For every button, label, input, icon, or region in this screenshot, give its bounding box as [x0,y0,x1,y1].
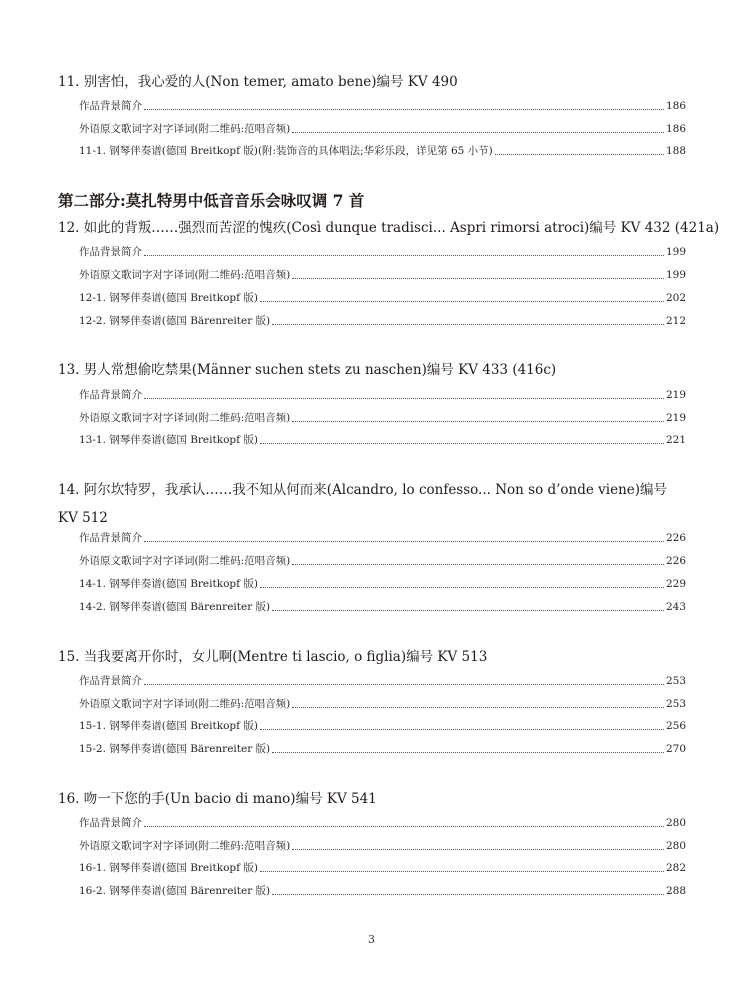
toc-entry-page: 188 [665,145,686,157]
section-11-title: 11. 别害怕，我心爱的人(Non temer, amato bene)编号 KV 490 [58,74,458,90]
toc-entry-label: 外语原文歌词字对字译词(附二维码:范唱音频) [79,698,291,710]
dot-leader [272,324,664,325]
toc-entry-label: 作品背景简介 [79,389,142,401]
toc-entry-page: 280 [665,840,686,852]
toc-entry-page: 219 [665,389,686,401]
toc-entry[interactable] [79,312,686,328]
toc-entry-label: 外语原文歌词字对字译词(附二维码:范唱音频) [79,412,291,424]
toc-entry-label: 11-1. 钢琴伴奏谱(德国 Breitkopf 版)(附:装饰音的具体唱法;华彩乐段，详见第 65 小节) [79,145,493,157]
toc-entry[interactable] [79,740,686,756]
toc-entry-page: 212 [665,315,686,327]
toc-entry[interactable] [79,717,686,733]
toc-entry-page: 253 [665,675,686,687]
toc-entry-page: 226 [665,532,686,544]
dot-leader [144,109,664,110]
toc-entry[interactable] [79,672,686,688]
toc-entry[interactable] [79,859,686,875]
dot-leader [495,154,664,155]
toc-entry[interactable] [79,142,686,158]
toc-entry-page: 270 [665,743,686,755]
dot-leader [260,871,664,872]
section-16-title: 16. 吻一下您的手(Un bacio di mano)编号 KV 541 [58,791,377,807]
toc-entry[interactable] [79,529,686,545]
toc-entry-label: 作品背景简介 [79,817,142,829]
toc-entry-page: 282 [665,862,686,874]
toc-entry-page: 243 [665,601,686,613]
toc-entry[interactable] [79,120,686,136]
toc-entry-label: 外语原文歌词字对字译词(附二维码:范唱音频) [79,123,291,135]
dot-leader [292,849,664,850]
toc-entry-page: 219 [665,412,686,424]
dot-leader [292,564,664,565]
toc-entry[interactable] [79,266,686,282]
dot-leader [260,301,664,302]
toc-entry-label: 12-1. 钢琴伴奏谱(德国 Breitkopf 版) [79,292,258,304]
dot-leader [292,421,664,422]
toc-entry-page: 253 [665,698,686,710]
toc-entry[interactable] [79,289,686,305]
toc-entry-page: 221 [665,434,686,446]
toc-entry-label: 16-2. 钢琴伴奏谱(德国 Bärenreiter 版) [79,885,271,897]
toc-entry[interactable] [79,243,686,259]
toc-entry-page: 256 [665,720,686,732]
toc-entry-page: 199 [665,269,686,281]
dot-leader [260,587,664,588]
toc-entry-label: 16-1. 钢琴伴奏谱(德国 Breitkopf 版) [79,862,258,874]
section-15-title: 15. 当我要离开你时，女儿啊(Mentre ti lascio, o figlia)编号 KV 513 [58,649,488,665]
toc-entry-label: 作品背景简介 [79,532,142,544]
toc-entry-label: 作品背景简介 [79,675,142,687]
dot-leader [272,610,664,611]
toc-entry-page: 186 [665,100,686,112]
toc-entry[interactable] [79,575,686,591]
toc-entry-label: 13-1. 钢琴伴奏谱(德国 Breitkopf 版) [79,434,258,446]
toc-entry[interactable] [79,695,686,711]
toc-entry-label: 作品背景简介 [79,246,142,258]
toc-entry-page: 288 [665,885,686,897]
dot-leader [272,894,664,895]
toc-entry-label: 15-2. 钢琴伴奏谱(德国 Bärenreiter 版) [79,743,271,755]
page-number: 3 [368,933,375,946]
dot-leader [260,443,664,444]
toc-entry-label: 14-1. 钢琴伴奏谱(德国 Breitkopf 版) [79,578,258,590]
toc-entry[interactable] [79,386,686,402]
dot-leader [292,707,664,708]
toc-entry-label: 作品背景简介 [79,100,142,112]
toc-entry-page: 186 [665,123,686,135]
dot-leader [144,255,664,256]
toc-entry-page: 280 [665,817,686,829]
dot-leader [260,729,664,730]
toc-entry[interactable] [79,409,686,425]
section-13-title: 13. 男人常想偷吃禁果(Männer suchen stets zu naschen)编号 KV 433 (416c) [58,362,557,378]
toc-entry-label: 15-1. 钢琴伴奏谱(德国 Breitkopf 版) [79,720,258,732]
toc-entry-label: 12-2. 钢琴伴奏谱(德国 Bärenreiter 版) [79,315,271,327]
toc-entry[interactable] [79,837,686,853]
toc-entry-label: 14-2. 钢琴伴奏谱(德国 Bärenreiter 版) [79,601,271,613]
dot-leader [144,684,664,685]
toc-entry-label: 外语原文歌词字对字译词(附二维码:范唱音频) [79,840,291,852]
dot-leader [272,752,664,753]
dot-leader [292,132,664,133]
toc-entry-page: 229 [665,578,686,590]
part-two-heading: 第二部分:莫扎特男中低音音乐会咏叹调 7 首 [58,191,365,210]
toc-entry-label: 外语原文歌词字对字译词(附二维码:范唱音频) [79,555,291,567]
toc-entry[interactable] [79,552,686,568]
toc-entry-label: 外语原文歌词字对字译词(附二维码:范唱音频) [79,269,291,281]
dot-leader [144,826,664,827]
toc-entry[interactable] [79,431,686,447]
toc-entry[interactable] [79,598,686,614]
toc-entry[interactable] [79,97,686,113]
toc-entry-page: 226 [665,555,686,567]
section-14-title: 14. 阿尔坎特罗，我承认……我不知从何而来(Alcandro, lo confesso... Non so d’onde viene)编号 KV 512 [58,482,668,526]
toc-entry-page: 202 [665,292,686,304]
dot-leader [144,541,664,542]
dot-leader [292,278,664,279]
dot-leader [144,398,664,399]
toc-entry[interactable] [79,814,686,830]
toc-entry[interactable] [79,882,686,898]
section-12-title: 12. 如此的背叛……强烈而苦涩的愧疚(Così dunque tradisci... Aspri rimorsi atroci)编号 KV 432 (421a) [58,220,720,236]
toc-entry-page: 199 [665,246,686,258]
